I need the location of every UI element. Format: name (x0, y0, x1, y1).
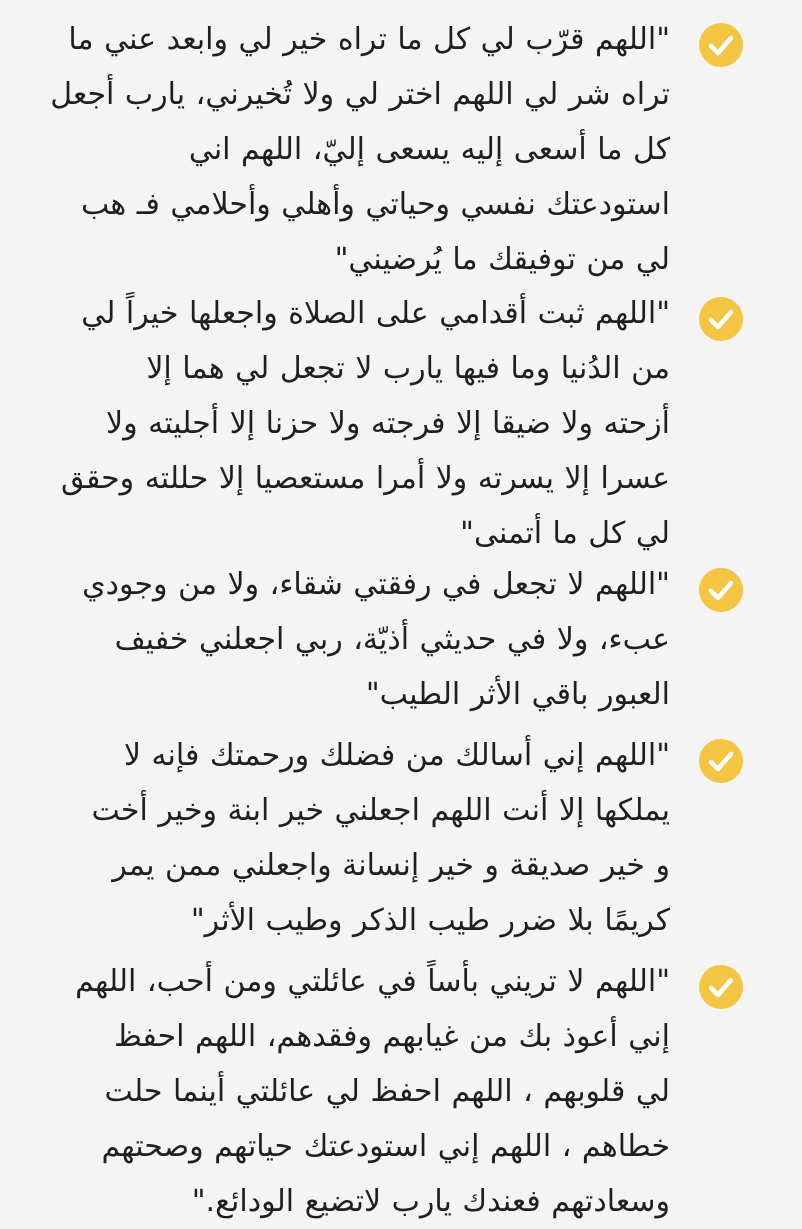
prayer-line: العبور باقي الأثر الطيب" (365, 677, 670, 712)
prayer-line: كل ما أسعى إليه يسعى إليّ، اللهم اني (188, 132, 670, 167)
prayer-line: كريمًا بلا ضرر طيب الذكر وطيب الأثر" (190, 903, 670, 938)
prayer-line: و خير صديقة و خير إنسانة واجعلني ممن يمر (112, 848, 670, 883)
prayer-line: "اللهم لا تريني بأساً في عائلتي ومن أحب، اللهم (75, 964, 670, 999)
prayer-text-5 (60, 954, 670, 1229)
prayer-line: عبء، ولا في حديثي أذيّة، ربي اجعلني خفيف (114, 622, 670, 657)
prayer-line: لي قلوبهم ، اللهم احفظ لي عائلتي أينما حلت (104, 1074, 670, 1109)
check-circle-icon (698, 22, 744, 68)
prayer-line: استودعتك نفسي وحياتي وأهلي وأحلامي فـ هب (80, 187, 670, 222)
check-circle-icon (698, 296, 744, 342)
prayer-text-3 (60, 557, 670, 722)
prayer-line: يملكها إلا أنت اللهم اجعلني خير ابنة وخير أخت (91, 793, 670, 828)
prayer-line: أزحته ولا ضيقا إلا فرجته ولا حزنا إلا أجليته ولا (105, 406, 670, 441)
prayer-item-1 (0, 14, 802, 277)
prayer-line: من الدُنيا وما فيها يارب لا تجعل لي هما إلا (146, 351, 670, 386)
check-circle-icon (698, 964, 744, 1010)
prayer-line: تراه شر لي اللهم اختر لي ولا تُخيرني، يارب أجعل (50, 77, 670, 112)
prayer-line: خطاهم ، اللهم إني استودعتك حياتهم وصحتهم (101, 1129, 670, 1164)
prayer-item-2 (0, 288, 802, 551)
prayer-line: "اللهم قرّب لي كل ما تراه خير لي وابعد عني ما (68, 22, 670, 57)
prayer-line: إني أعوذ بك من غيابهم وفقدهم، اللهم احفظ (113, 1019, 670, 1054)
prayer-text-1 (50, 12, 670, 287)
prayer-item-4 (0, 730, 802, 990)
prayer-text-4 (60, 728, 670, 948)
prayer-line: "اللهم ثبت أقدامي على الصلاة واجعلها خيراً لي (81, 296, 670, 331)
prayer-line: عسرا إلا يسرته ولا أمرا مستعصيا إلا حللته وحقق (60, 461, 670, 496)
prayer-text-2 (60, 286, 670, 561)
prayer-line: "اللهم لا تجعل في رفقتي شقاء، ولا من وجودي (82, 567, 670, 602)
check-circle-icon (698, 738, 744, 784)
check-circle-icon (698, 567, 744, 613)
prayer-line: لي من توفيقك ما يُرضيني" (334, 242, 670, 277)
prayer-item-5 (0, 956, 802, 1219)
prayer-line: وسعادتهم فعندك يارب لاتضيع الودائع." (191, 1184, 670, 1219)
prayer-line: لي كل ما أتمنى" (460, 516, 670, 551)
prayer-line: "اللهم إني أسالك من فضلك ورحمتك فإنه لا (123, 738, 670, 773)
